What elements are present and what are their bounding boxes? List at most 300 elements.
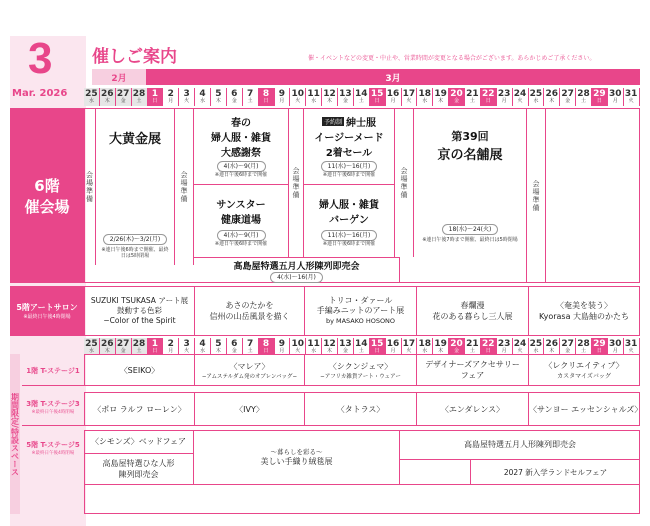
day-cell	[290, 338, 306, 354]
day-weekday: 金	[231, 348, 237, 354]
event-kyo	[414, 108, 526, 283]
day-number: 28	[132, 89, 146, 99]
day-number: 25	[85, 89, 98, 99]
event-daikogane-dates: 2/26(木)〜3/2(月)	[103, 234, 168, 245]
day-weekday: 水	[311, 98, 317, 104]
day-weekday: 日	[263, 98, 269, 104]
day-cell	[148, 88, 164, 106]
month-number: 3	[28, 34, 53, 83]
art-amami	[529, 287, 639, 335]
day-number: 16	[386, 89, 400, 99]
day-number: 11	[307, 339, 320, 349]
art-suzuki-l3: −Color of the Spirit	[103, 316, 176, 325]
day-weekday: 火	[184, 98, 190, 104]
day-cell	[275, 88, 291, 106]
day-cell	[179, 88, 195, 106]
event-kyo-line2: 京の名舗展	[437, 148, 503, 163]
day-weekday: 木	[104, 348, 110, 354]
day-number: 26	[101, 89, 114, 99]
day-weekday: 日	[485, 348, 491, 354]
day-cell	[227, 338, 243, 354]
day-cell	[132, 338, 148, 354]
stage5-hina	[84, 454, 194, 484]
stage1-shikun-name: 〈シクンジェマ〉	[328, 361, 393, 371]
event-kyo-dates: 18(水)〜24(火)	[442, 224, 499, 235]
day-weekday: 金	[454, 348, 460, 354]
day-weekday: 金	[231, 98, 237, 104]
day-number: 6	[231, 89, 238, 99]
day-cell	[370, 88, 386, 106]
stage3-label-sub: ※最終日午後4時閉場	[31, 409, 75, 415]
day-weekday: 火	[295, 348, 301, 354]
day-weekday: 月	[279, 98, 285, 104]
day-number: 12	[323, 89, 336, 99]
day-number: 29	[593, 339, 606, 349]
day-number: 9	[278, 89, 286, 99]
floor6-label-1: 6階	[34, 176, 60, 195]
day-number: 3	[183, 339, 190, 349]
day-number: 23	[497, 89, 511, 99]
art-asano-l2: 信州の山岳風景を描く	[209, 312, 290, 321]
day-weekday: 日	[263, 348, 269, 354]
day-cell	[497, 338, 513, 354]
day-number: 9	[278, 339, 286, 349]
day-cell	[386, 338, 402, 354]
day-weekday: 月	[390, 348, 396, 354]
day-weekday: 月	[612, 348, 618, 354]
event-gogatsu-6f-dates: 4(水)〜16(月)	[270, 272, 323, 283]
day-cell	[513, 338, 529, 354]
day-weekday: 月	[501, 98, 507, 104]
event-sunstar-note: ※連日午後6時まで開催	[214, 241, 268, 247]
stage5-rug-title: 美しい手織り絨毯展	[260, 457, 333, 466]
art-torico-l2: 手編みニットのアート展	[316, 306, 405, 315]
day-cell	[370, 338, 386, 354]
day-number: 31	[624, 339, 638, 349]
day-weekday: 金	[454, 98, 460, 104]
stage1-shikun	[305, 355, 417, 385]
day-number: 12	[323, 339, 336, 349]
day-number: 1	[151, 89, 159, 99]
day-weekday: 金	[342, 348, 348, 354]
day-weekday: 木	[327, 98, 333, 104]
day-number: 22	[482, 339, 495, 349]
day-weekday: 月	[612, 98, 618, 104]
day-cell	[84, 338, 100, 354]
stage5-rug-sub: 〜暮らしを彩る〜	[270, 448, 323, 456]
event-haru-dates: 4(水)〜9(月)	[217, 161, 266, 172]
day-cell	[417, 338, 433, 354]
day-cell	[608, 338, 624, 354]
day-weekday: 水	[422, 98, 428, 104]
art-torico	[305, 287, 417, 335]
day-number: 28	[132, 339, 146, 349]
day-cell	[322, 338, 338, 354]
day-weekday: 土	[247, 98, 253, 104]
stage3-ivy: 〈IVY〉	[195, 393, 305, 425]
art-suzuki-l2: 鼓動する色彩	[117, 306, 162, 315]
day-weekday: 日	[152, 348, 158, 354]
day-number: 21	[466, 339, 479, 349]
day-weekday: 日	[596, 348, 602, 354]
day-number: 7	[247, 339, 254, 349]
day-number: 18	[418, 339, 432, 349]
art-suzuki	[85, 287, 195, 335]
prep-2: 会場準備	[174, 108, 194, 265]
day-weekday: 水	[88, 348, 94, 354]
art-asano-l1: あさのたかを	[225, 301, 274, 310]
event-fujin-bargain	[304, 186, 394, 257]
event-haru-line3: 大感謝祭	[221, 148, 261, 159]
art-suzuki-l1: SUZUKI TSUKASA アート展	[90, 296, 189, 305]
event-shinshi-line1: 紳士服	[346, 118, 376, 129]
event-fujin-dates: 11(水)〜16(月)	[321, 230, 378, 241]
day-number: 15	[370, 339, 384, 349]
stage1-shikun-sub: −アフリカ雑貨アート・ウェアー	[320, 373, 401, 380]
day-weekday: 日	[374, 98, 380, 104]
day-number: 26	[101, 339, 114, 349]
day-weekday: 火	[517, 98, 523, 104]
prep-3: 会場準備	[288, 108, 304, 257]
art-amami-l1: 〈奄美を装う〉	[556, 301, 612, 310]
day-number: 7	[247, 89, 254, 99]
event-shinshi-line3: 2着セール	[325, 148, 373, 159]
day-weekday: 土	[469, 98, 475, 104]
day-cell	[259, 338, 275, 354]
day-cell	[560, 338, 576, 354]
day-weekday: 火	[517, 348, 523, 354]
day-number: 6	[231, 339, 238, 349]
day-cell	[163, 338, 179, 354]
day-weekday: 木	[549, 98, 555, 104]
day-weekday: 水	[533, 348, 539, 354]
day-weekday: 土	[581, 98, 587, 104]
page-title: 催しご案内	[92, 47, 177, 67]
month-english: Mar. 2026	[12, 88, 68, 99]
day-number: 1	[151, 339, 159, 349]
day-cell	[227, 88, 243, 106]
stage3-tatras: 〈タトラス〉	[305, 393, 417, 425]
day-number: 13	[339, 89, 352, 99]
day-cell	[179, 338, 195, 354]
stage5-bottom-line	[84, 484, 640, 485]
day-cell	[465, 338, 481, 354]
event-haru-note: ※連日午後6時まで開催	[214, 172, 268, 178]
day-number: 18	[418, 89, 432, 99]
day-weekday: 土	[247, 348, 253, 354]
day-number: 30	[609, 89, 622, 99]
day-number: 29	[593, 89, 606, 99]
stage3-sanyo: 〈サンヨー エッセンシャルズ〉	[529, 404, 643, 414]
day-weekday: 土	[136, 348, 142, 354]
prep-6	[84, 265, 194, 283]
stage3-label-text: 3階 T-ステージ3	[26, 399, 80, 408]
day-cell	[417, 88, 433, 106]
day-number: 19	[434, 339, 447, 349]
event-daikogane-title: 大黄金展	[108, 132, 161, 147]
day-cell	[560, 88, 576, 106]
day-number: 11	[307, 89, 320, 99]
stage1-marea-name: 〈マレア〉	[229, 361, 270, 371]
event-fujin-note: ※連日午後6時まで開催	[322, 241, 376, 247]
day-number: 16	[386, 339, 400, 349]
day-cell	[592, 338, 608, 354]
day-cell	[322, 88, 338, 106]
special-space-label	[10, 354, 20, 514]
day-header-row-bottom	[84, 338, 640, 354]
day-weekday: 土	[469, 348, 475, 354]
event-shinshi	[304, 108, 394, 185]
day-weekday: 水	[422, 348, 428, 354]
floor5-label	[10, 286, 84, 336]
day-number: 31	[624, 89, 638, 99]
event-sunstar-dates: 4(水)〜9(月)	[217, 230, 266, 241]
day-cell	[275, 338, 291, 354]
day-cell	[116, 88, 132, 106]
day-number: 13	[339, 339, 352, 349]
stage1-designers	[417, 355, 529, 385]
floor6-empty	[546, 108, 640, 283]
day-number: 20	[450, 89, 463, 99]
day-cell	[449, 88, 465, 106]
day-cell	[354, 338, 370, 354]
stage1-label	[22, 356, 84, 386]
day-number: 14	[355, 89, 368, 99]
stage5-label-text: 5階 T-ステージ5	[26, 441, 80, 449]
day-cell	[243, 88, 259, 106]
day-number: 23	[497, 339, 511, 349]
day-cell	[465, 88, 481, 106]
day-weekday: 水	[200, 348, 206, 354]
stage1-designers-l1: デザイナーズアクセサリー	[425, 360, 520, 369]
day-number: 8	[262, 89, 270, 99]
day-weekday: 木	[549, 348, 555, 354]
stage1-marea	[195, 355, 305, 385]
reservation-badge: 予約制	[323, 119, 342, 126]
day-cell	[433, 338, 449, 354]
day-number: 2	[167, 89, 174, 99]
day-number: 24	[513, 339, 527, 349]
stage3-label	[22, 388, 84, 426]
art-torico-l3: by MASAKO HOSONO	[325, 317, 396, 325]
day-weekday: 木	[438, 348, 444, 354]
day-cell	[449, 338, 465, 354]
day-cell	[100, 338, 116, 354]
day-weekday: 日	[152, 98, 158, 104]
event-sunstar-line2: 健康道場	[221, 215, 261, 226]
stage5-simmons: 〈シモンズ〉ベッドフェア	[84, 430, 194, 454]
day-number: 4	[199, 339, 206, 349]
stage3-polo: 〈ポロ ラルフ ローレン〉	[85, 393, 195, 425]
special-space-text: 期間限定/特設スペース	[10, 392, 20, 476]
day-number: 17	[402, 339, 416, 349]
feb-bar: 2月	[92, 69, 146, 85]
day-number: 26	[545, 89, 559, 99]
event-shinshi-dates: 11(水)〜16(月)	[321, 161, 378, 172]
event-sunstar	[194, 186, 288, 257]
day-weekday: 火	[406, 348, 412, 354]
stage1-recreative	[529, 355, 639, 385]
art-harunoranman	[417, 287, 529, 335]
day-number: 4	[199, 89, 206, 99]
stage5-hina-l1: 高島屋特選ひな人形	[102, 459, 175, 468]
day-weekday: 水	[88, 98, 94, 104]
day-weekday: 火	[628, 98, 634, 104]
day-weekday: 土	[136, 98, 142, 104]
day-weekday: 月	[279, 348, 285, 354]
stage1-marea-sub: −アムステルダム発のオブレンバッグ−	[201, 373, 298, 380]
day-number: 27	[561, 339, 574, 349]
stage1-recreative-sub: カスタマイズバッグ	[557, 373, 611, 380]
art-haru-l1: 春爛漫	[460, 301, 485, 310]
day-number: 5	[215, 339, 222, 349]
day-cell	[402, 338, 418, 354]
stage5-gogatsu: 高島屋特選五月人形陳列即売会	[400, 430, 640, 460]
day-number: 14	[355, 339, 368, 349]
event-sunstar-line1: サンスター	[216, 200, 266, 211]
day-number: 5	[215, 89, 222, 99]
event-haru	[194, 108, 288, 185]
day-cell	[481, 338, 497, 354]
day-cell	[116, 338, 132, 354]
day-number: 27	[116, 89, 130, 99]
day-number: 28	[577, 89, 590, 99]
day-number: 10	[291, 339, 305, 349]
day-cell	[163, 88, 179, 106]
day-number: 30	[609, 339, 622, 349]
event-shinshi-line2: イージーメード	[314, 133, 384, 144]
day-number: 22	[482, 89, 495, 99]
day-weekday: 日	[485, 98, 491, 104]
day-number: 2	[167, 339, 174, 349]
day-number: 8	[262, 339, 270, 349]
day-cell	[386, 88, 402, 106]
day-cell	[497, 88, 513, 106]
day-number: 27	[561, 89, 574, 99]
day-cell	[338, 88, 354, 106]
day-cell	[513, 88, 529, 106]
day-cell	[243, 338, 259, 354]
notice-text: 催・イベントなどの変更・中止や、営業時間が変更となる場合がございます。あらかじめご了承ください。	[308, 55, 596, 62]
day-cell	[576, 338, 592, 354]
event-haru-line2: 婦人服・雑貨	[211, 133, 271, 144]
day-weekday: 火	[628, 348, 634, 354]
day-cell	[481, 88, 497, 106]
stage5-rug	[194, 430, 400, 484]
day-cell	[290, 88, 306, 106]
day-weekday: 水	[200, 98, 206, 104]
day-number: 26	[545, 339, 559, 349]
event-fujin-line2: バーゲン	[329, 215, 369, 226]
day-weekday: 木	[215, 98, 221, 104]
event-kyo-line1: 第39回	[451, 130, 489, 143]
day-weekday: 水	[533, 98, 539, 104]
stage5-label-sub: ※最終日午後4時閉場	[31, 451, 75, 456]
day-weekday: 火	[295, 98, 301, 104]
day-cell	[544, 338, 560, 354]
day-cell	[529, 338, 545, 354]
day-weekday: 金	[342, 98, 348, 104]
day-cell	[211, 338, 227, 354]
day-number: 21	[466, 89, 479, 99]
day-weekday: 金	[565, 98, 571, 104]
day-cell	[433, 88, 449, 106]
day-weekday: 土	[581, 348, 587, 354]
floor6-label	[10, 108, 84, 283]
event-fujin-line1: 婦人服・雑貨	[319, 200, 379, 211]
day-number: 15	[370, 89, 384, 99]
floor5-label-text: 5階アートサロン	[16, 303, 78, 312]
day-weekday: 金	[120, 98, 126, 104]
event-shinshi-note: ※連日午後6時まで開催	[322, 172, 376, 178]
day-cell	[576, 88, 592, 106]
event-daikogane	[96, 108, 174, 265]
day-weekday: 木	[104, 98, 110, 104]
day-number: 20	[450, 339, 463, 349]
day-cell	[529, 88, 545, 106]
day-cell	[354, 88, 370, 106]
day-number: 17	[402, 89, 416, 99]
stage1-designers-l2: フェア	[460, 371, 485, 380]
day-number: 25	[529, 339, 543, 349]
prep-1: 会場準備	[84, 108, 96, 265]
day-header-row-top	[84, 88, 640, 106]
stage1-grid	[84, 354, 640, 386]
floor6-label-2: 催会場	[24, 197, 70, 216]
stage3-grid	[84, 392, 643, 426]
day-cell	[132, 88, 148, 106]
day-cell	[338, 338, 354, 354]
day-cell	[259, 88, 275, 106]
day-number: 19	[434, 89, 447, 99]
day-cell	[306, 88, 322, 106]
day-weekday: 日	[596, 98, 602, 104]
day-weekday: 木	[327, 348, 333, 354]
day-weekday: 土	[358, 348, 364, 354]
day-weekday: 木	[438, 98, 444, 104]
day-number: 27	[116, 339, 130, 349]
day-cell	[306, 338, 322, 354]
stage3-endalence: 〈エンダレンス〉	[417, 393, 529, 425]
day-cell	[84, 88, 100, 106]
day-cell	[100, 88, 116, 106]
event-haru-line1: 春の	[231, 118, 251, 129]
day-cell	[211, 88, 227, 106]
day-number: 28	[577, 339, 590, 349]
prep-4: 会場準備	[394, 108, 414, 257]
art-haru-l2: 花のある暮らし三人展	[432, 312, 513, 321]
mar-bar: 3月	[146, 69, 640, 85]
day-weekday: 月	[501, 348, 507, 354]
day-cell	[148, 338, 164, 354]
stage1-recreative-name: 〈レクリエイティブ〉	[544, 361, 624, 370]
day-weekday: 火	[184, 348, 190, 354]
day-number: 24	[513, 89, 527, 99]
day-weekday: 日	[374, 348, 380, 354]
day-cell	[608, 88, 624, 106]
day-number: 3	[183, 89, 190, 99]
day-weekday: 水	[311, 348, 317, 354]
day-number: 25	[85, 339, 98, 349]
day-weekday: 月	[390, 98, 396, 104]
day-cell	[592, 88, 608, 106]
day-weekday: 木	[215, 348, 221, 354]
day-cell	[544, 88, 560, 106]
event-gogatsu-6f	[194, 257, 400, 283]
day-cell	[624, 338, 640, 354]
event-kyo-note: ※連日午後7時まで開催、最終日は5時閉場	[422, 237, 518, 243]
day-cell	[624, 88, 640, 106]
